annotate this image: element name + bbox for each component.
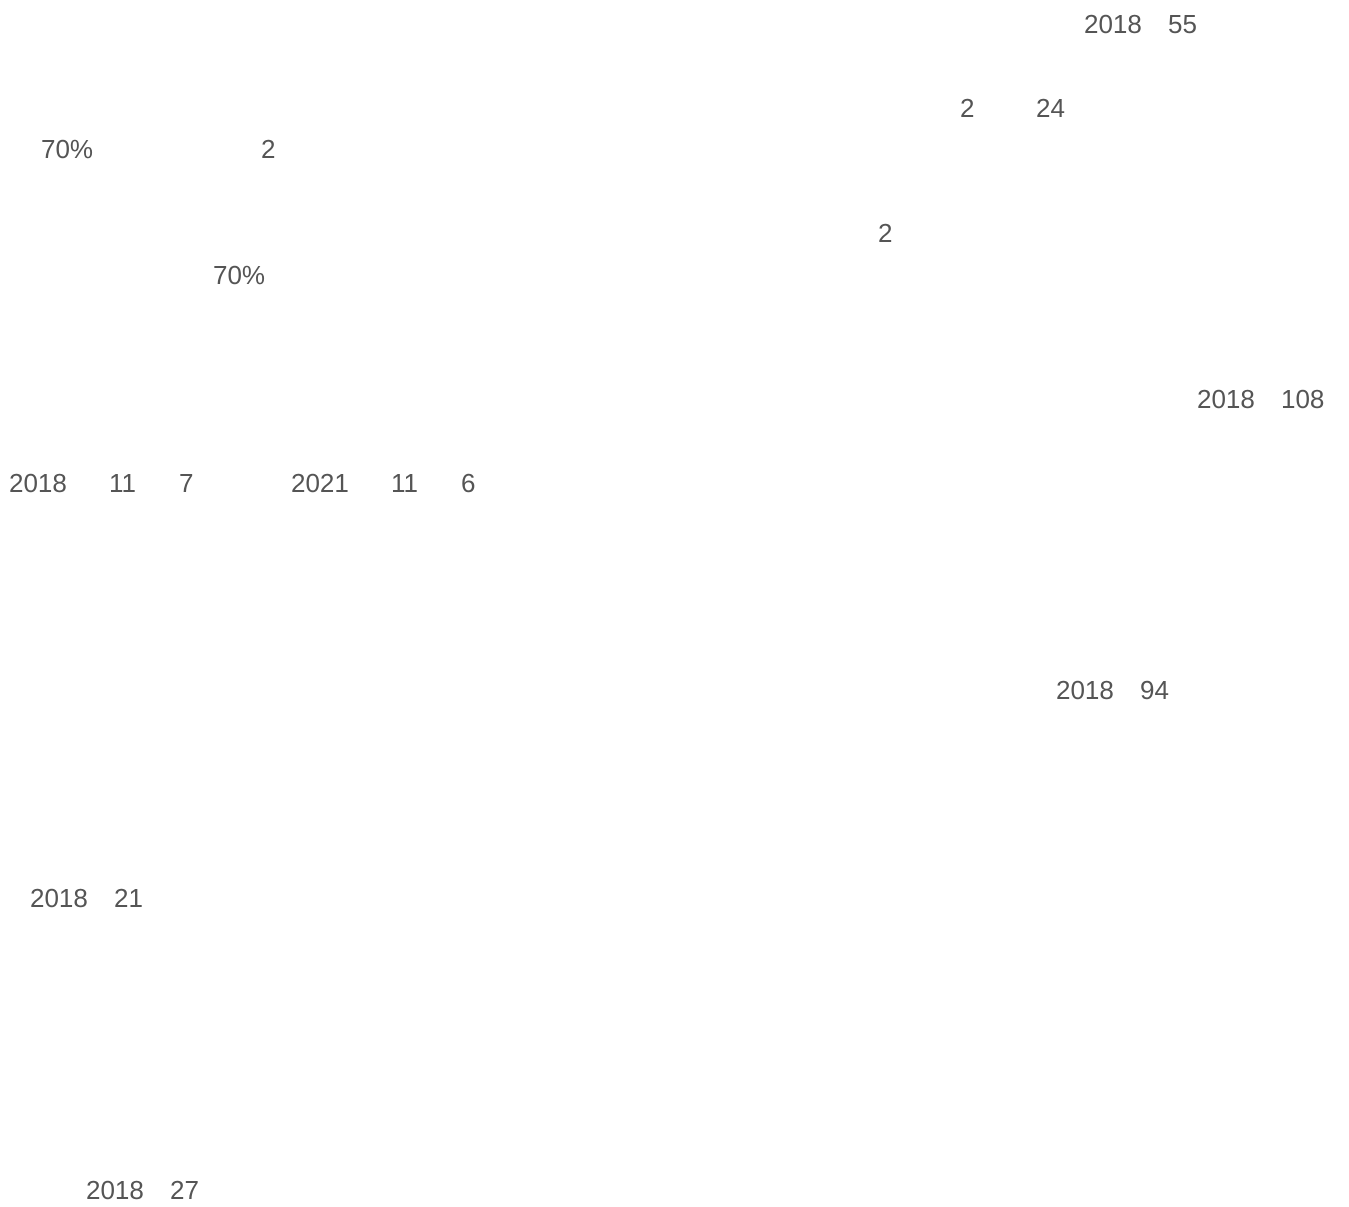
number-text: 55 bbox=[1168, 9, 1197, 39]
percent-text: 70% bbox=[41, 134, 94, 164]
year-text: 2018 bbox=[1056, 675, 1114, 705]
number-text: 2 bbox=[878, 218, 893, 248]
number-text: 7 bbox=[179, 468, 194, 498]
number-text: 11 bbox=[109, 468, 136, 498]
number-text: 94 bbox=[1140, 675, 1169, 705]
year-text: 2018 bbox=[1084, 9, 1142, 39]
year-text: 2021 bbox=[291, 468, 349, 498]
number-text: 2 bbox=[261, 134, 276, 164]
number-text: 108 bbox=[1281, 384, 1325, 414]
number-text: 24 bbox=[1036, 93, 1065, 123]
number-text: 21 bbox=[114, 883, 143, 913]
number-text: 2 bbox=[960, 93, 975, 123]
year-text: 2018 bbox=[1197, 384, 1255, 414]
number-text: 11 bbox=[391, 468, 418, 498]
percent-text: 70% bbox=[213, 260, 266, 290]
year-text: 2018 bbox=[30, 883, 88, 913]
number-text: 6 bbox=[461, 468, 476, 498]
year-text: 2018 bbox=[86, 1175, 144, 1205]
year-text: 2018 bbox=[9, 468, 67, 498]
number-text: 27 bbox=[170, 1175, 199, 1205]
